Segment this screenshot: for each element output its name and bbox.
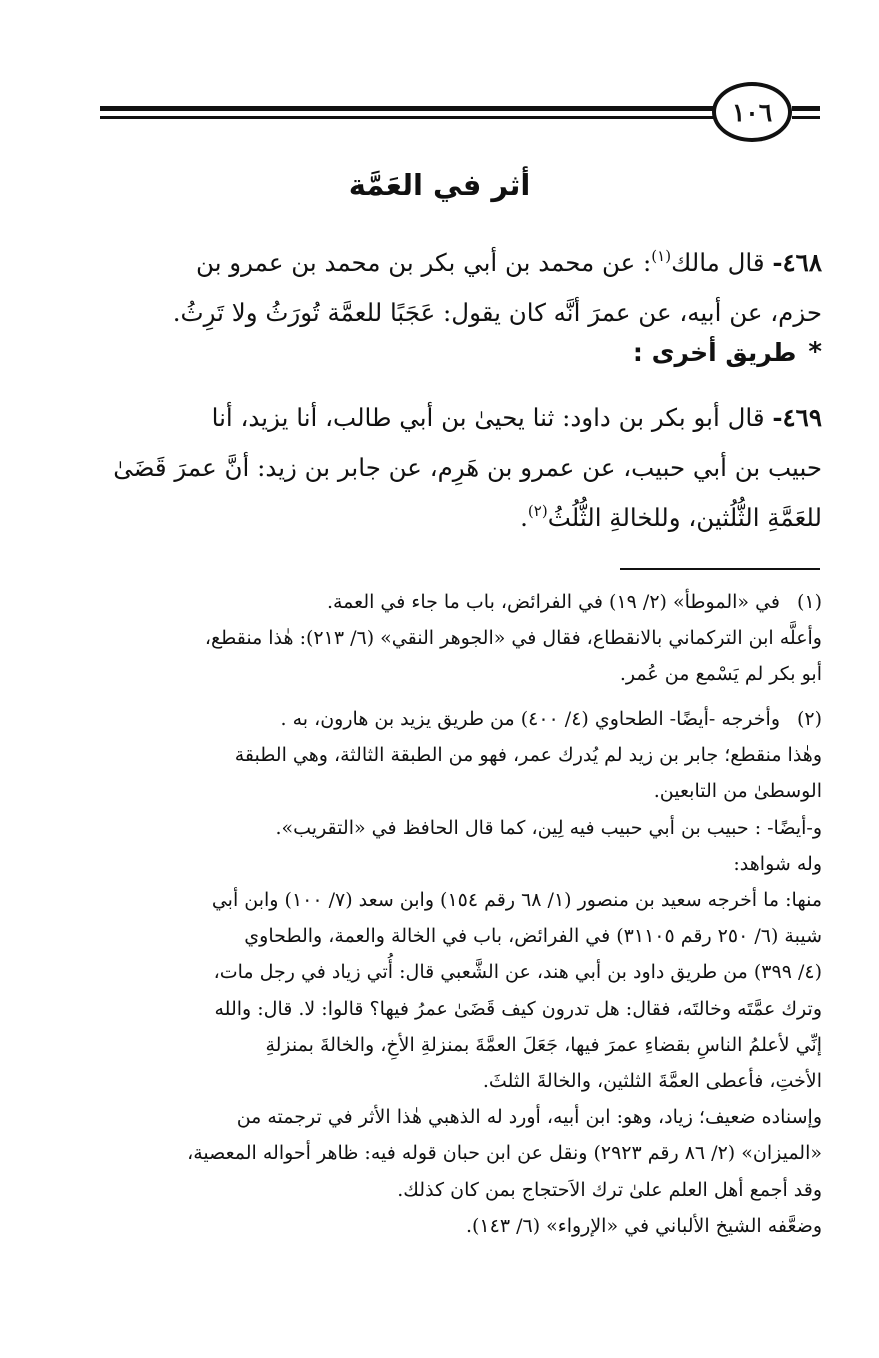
footnote-label: (٢)	[796, 708, 822, 730]
footnote-line: في «الموطأ» (٢/ ١٩) في الفرائض، باب ما جاء في العمة.	[326, 591, 780, 613]
footnote-line: (٤/ ٣٩٩) من طريق داود بن أبي هند، عن الشَّعبي قال: أُتي زياد في رجل مات،	[213, 961, 822, 984]
footnote-separator	[620, 568, 820, 570]
footnote-line: وأعلَّه ابن التركماني بالانقطاع، فقال في «الجوهر النقي» (٦/ ٢١٣): هٰذا منقطع،	[204, 627, 822, 650]
footnote-body-continued	[100, 620, 822, 692]
footnote-line: وقد أجمع أهل العلم علىٰ ترك الاَحتجاج بمن كان كذلك.	[397, 1178, 822, 1201]
footnote-line: الوسطىٰ من التابعين.	[653, 780, 822, 803]
footnote-body-continued	[100, 737, 822, 1244]
footnote-line: «الميزان» (٢/ ٨٦ رقم ٢٩٢٣) ونقل عن ابن حبان قوله فيه: ظاهر أحواله المعصية،	[187, 1142, 822, 1165]
star-icon: *	[808, 337, 822, 367]
footnote-1	[100, 584, 822, 693]
footnote-line: وترك عمَّتَه وخالتَه، فقال: هل تدرون كيف قَضَىٰ عمرُ فيها؟ قالوا: لا. قال: والله	[214, 997, 822, 1020]
narration-text: للعَمَّةِ الثُّلُثين، وللخالةِ الثُّلُثُ	[547, 503, 822, 532]
footnote-body	[100, 584, 780, 620]
footnote-body	[100, 701, 780, 737]
footnote-line: وإسناده ضعيف؛ زياد، وهو: ابن أبيه، أورد له الذهبي هٰذا الأثر في ترجمته من	[236, 1106, 822, 1129]
header-rule-thin	[100, 116, 720, 119]
header-rule-thick	[100, 106, 720, 111]
narration-text: .	[520, 503, 528, 532]
section-title: أثر في العَمَّة	[348, 168, 531, 202]
footnote-line: أبو بكر لم يَسْمع من عُمر.	[619, 663, 822, 686]
paragraph-469-line-1	[100, 393, 822, 443]
paragraph-469-line-2: حبيب بن أبي حبيب، عن عمرو بن هَرِم، عن جابر بن زيد: أنَّ عمرَ قَضَىٰ	[113, 453, 822, 482]
footnote-label: (١)	[796, 591, 822, 613]
narration-text: قال مالك	[671, 248, 765, 277]
paragraph-468-line-2: حزم، عن أبيه، عن عمرَ أنَّه كان يقول: عَجَبًا للعمَّة تُورَثُ ولا تَرِثُ.	[172, 298, 822, 327]
header-rule-right-thin	[792, 116, 820, 119]
narration-number: ٤٦٨-	[772, 248, 822, 277]
footnote-line: وله شواهد:	[733, 852, 822, 875]
footnote-ref-1[interactable]: (١)	[651, 247, 672, 265]
footnote-line: وهٰذا منقطع؛ جابر بن زيد لم يُدرك عمر، فهو من الطبقة الثالثة، وهي الطبقة	[234, 744, 822, 767]
footnote-line: شيبة (٦/ ٢٥٠ رقم ٣١١٠٥) في الفرائض، باب في الخالة والعمة، والطحاوي	[244, 925, 822, 948]
paragraph-468	[100, 238, 822, 338]
narration-text: : عن محمد بن أبي بكر بن محمد بن عمرو بن	[196, 248, 652, 277]
footnote-line: وضعَّفه الشيخ الألباني في «الإرواء» (٦/ ١٤٣).	[465, 1214, 822, 1237]
paragraph-469-line-3	[100, 493, 822, 543]
footnote-line: و-أيضًا- : حبيب بن أبي حبيب فيه لِين، كما قال الحافظ في «التقريب».	[275, 816, 822, 839]
narration-number: ٤٦٩-	[772, 403, 822, 432]
paragraph-468-line-1	[100, 238, 822, 288]
footnote-line: منها: ما أخرجه سعيد بن منصور (١/ ٦٨ رقم ١٥٤) وابن سعد (٧/ ١٠٠) وابن أبي	[211, 889, 822, 912]
footnote-line: إنِّي لأعلمُ الناسِ بقضاءِ عمرَ فيها، جَعَلَ العمَّةَ بمنزلةِ الأخِ، والخالةَ بمنزلةِ	[265, 1033, 822, 1056]
footnote-line: الأختِ، فأعطى العمَّةَ الثلثين، والخالةَ الثلثَ.	[482, 1070, 822, 1093]
footnote-line: وأخرجه -أيضًا- الطحاوي (٤/ ٤٠٠) من طريق يزيد بن هارون، به .	[280, 708, 780, 730]
page-number: ١٠٦	[712, 82, 792, 142]
subheading-text: طريق أخرى :	[632, 337, 797, 367]
subheading	[633, 337, 822, 367]
footnote-ref-2[interactable]: (٢)	[527, 502, 548, 520]
footnote-2	[100, 701, 822, 1244]
paragraph-469	[100, 393, 822, 543]
narration-text: قال أبو بكر بن داود: ثنا يحيىٰ بن أبي طالب، أنا يزيد، أنا	[211, 403, 765, 432]
header-rule-right-thick	[792, 106, 820, 111]
